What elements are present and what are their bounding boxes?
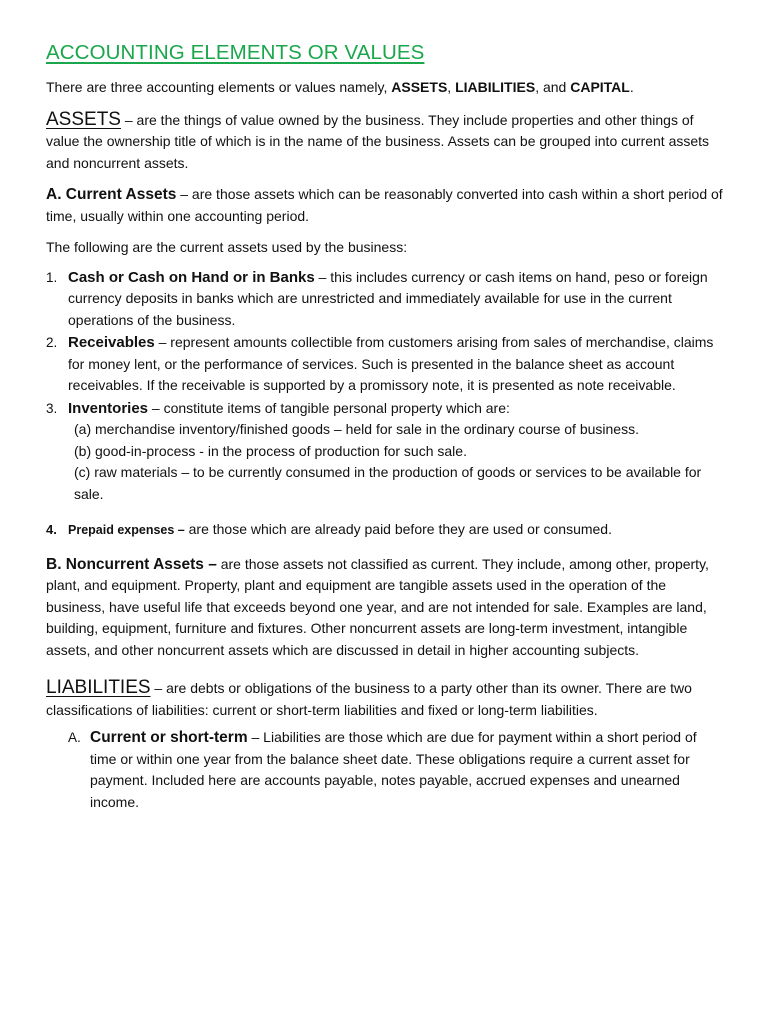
intro-capital: CAPITAL — [570, 79, 630, 95]
list-item-label: A. — [68, 730, 81, 745]
liabilities-list — [68, 727, 726, 813]
list-item-number: 1. — [46, 269, 58, 285]
inventory-subitem: (b) good-in-process - in the process of production for such sale. — [74, 442, 467, 459]
assets-paragraph — [46, 109, 726, 175]
list-item-body: – represent amounts collectible from customers arising from sales of merchandise, claims for money lent, or the performance of services. Such is presented in the balance sheet as account receivables. If the receivable is supported by a promissory note, it is presented as note receivable. — [68, 334, 714, 393]
liabilities-body: – are debts or obligations of the business to a party other than its owner. There are two classifications of liabilities: current or short-term liabilities and fixed or long-term liabilities. — [46, 680, 692, 718]
current-assets-paragraph — [46, 184, 726, 227]
list-item-number: 4. — [46, 522, 57, 537]
list-item — [68, 727, 726, 813]
list-item-term: Prepaid expenses – — [68, 523, 185, 537]
inventory-subitems — [68, 419, 726, 505]
intro-liabilities: LIABILITIES — [455, 79, 536, 95]
list-item-body: – this includes currency or cash items on hand, peso or foreign currency deposits in banks which are unrestricted and immediately available for use in the current operations of the business. — [68, 268, 708, 328]
current-assets-heading: A. Current Assets — [46, 186, 177, 203]
liabilities-paragraph — [46, 677, 726, 721]
list-item-term: Current or short-term — [90, 729, 248, 746]
current-assets-list-intro: The following are the current assets used by the business: — [46, 239, 408, 255]
list-item-number: 3. — [46, 400, 58, 416]
list-item — [46, 519, 726, 542]
list-item — [46, 398, 726, 506]
assets-heading: ASSETS — [46, 108, 121, 130]
inventory-subitem: (a) merchandise inventory/finished goods – held for sale in the ordinary course of business. — [74, 421, 639, 437]
liabilities-heading: LIABILITIES — [46, 677, 151, 698]
noncurrent-assets-paragraph — [46, 554, 726, 662]
list-item-body: are those which are already paid before they are used or consumed. — [184, 521, 612, 537]
current-assets-body: – are those assets which can be reasonably converted into cash within a short period of time, usually within one accounting period. — [46, 186, 723, 224]
list-item-body: – Liabilities are those which are due for payment within a short period of time or within one year from the balance sheet date. These obligations require a current asset for payment. Included here are accounts payable, notes payable, accrued expenses and unearned income. — [90, 729, 697, 810]
intro-text-after: . — [629, 79, 634, 95]
list-item-term: Cash or Cash on Hand or in Banks — [68, 268, 315, 286]
document-page — [46, 40, 726, 813]
intro-assets: ASSETS — [391, 79, 448, 95]
list-item-term: Receivables — [68, 334, 155, 351]
list-item — [46, 332, 726, 397]
list-item-term: Inventories — [68, 399, 149, 417]
list-item-number: 2. — [46, 335, 58, 350]
noncurrent-assets-body: are those assets not classified as current. They include, among other, property, plant, and equipment. Property, plant and equipment are tangible assets used in the operation of the business, have useful life that exceeds beyond one year, and are not intended for sale. Examples are land, building, equipment, furniture and fixtures. Other noncurrent assets are long-term investment, intangible assets, and other noncurrent assets which are discussed in detail in higher accounting subjects. — [46, 555, 709, 658]
list-item-body: – constitute items of tangible personal property which are: — [148, 399, 510, 416]
intro-paragraph — [46, 77, 726, 99]
list-item — [46, 267, 726, 332]
intro-sep1: , — [447, 79, 456, 95]
noncurrent-assets-heading: B. Noncurrent Assets – — [46, 555, 217, 573]
intro-text-before: There are three accounting elements or values namely, — [46, 79, 392, 95]
page-title: ACCOUNTING ELEMENTS OR VALUES — [46, 41, 425, 64]
inventory-subitem: (c) raw materials – to be currently consumed in the production of goods or services to be available for sale. — [74, 464, 702, 502]
intro-sep2: , and — [535, 79, 571, 95]
current-assets-list — [46, 267, 726, 542]
assets-body: – are the things of value owned by the business. They include properties and other things of value the ownership title of which is in the name of the business. Assets can be grouped into current assets and noncurrent assets. — [46, 111, 710, 171]
